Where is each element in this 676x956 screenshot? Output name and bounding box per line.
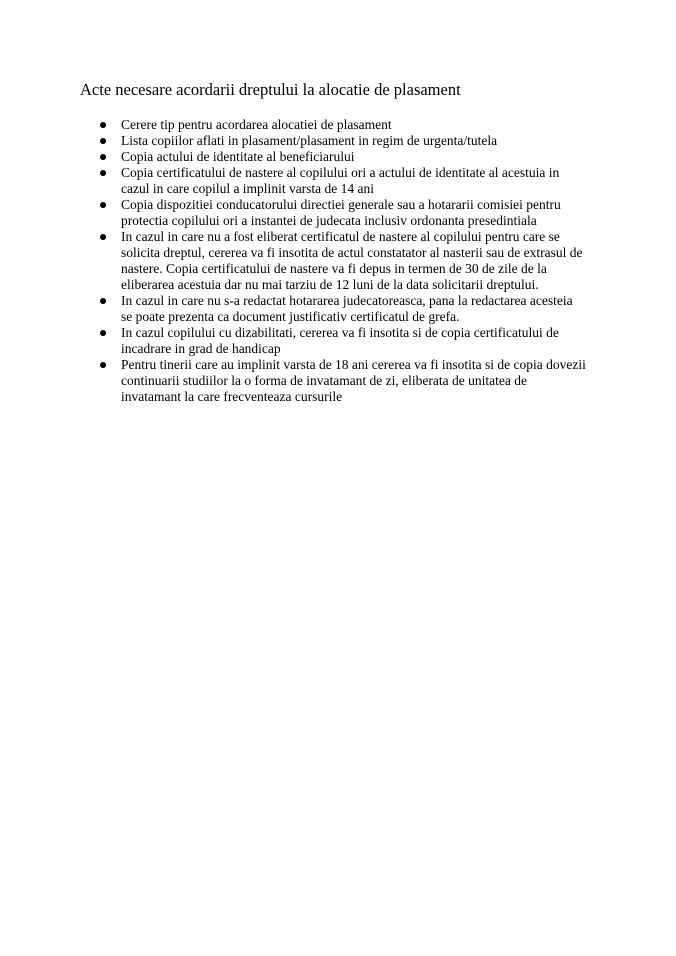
bullet-icon: [100, 330, 106, 336]
list-item: [96, 293, 586, 325]
list-item-text: In cazul copilului cu dizabilitati, cererea va fi insotita si de copia certificatului de incadrare in grad de handicap: [121, 325, 559, 356]
list-item-text: In cazul in care nu a fost eliberat certificatul de nastere al copilului pentru care se solicita dreptul, cererea va fi insotita de actul constatator al nasterii sau de extrasul de nastere. Copia certificatului de nastere va fi depus in termen de 30 de zile de la eliberarea acestuia dar nu mai tarziu de 12 luni de la data solicitarii dreptului.: [121, 229, 583, 292]
list-item-text: In cazul in care nu s-a redactat hotararea judecatoreasca, pana la redactarea acesteia se poate prezenta ca document justificativ certificatul de grefa.: [121, 293, 573, 324]
list-item-text: Lista copiilor aflati in plasament/plasament in regim de urgenta/tutela: [121, 133, 498, 148]
bullet-icon: [100, 202, 106, 208]
list-item: [96, 149, 586, 165]
bullet-icon: [100, 234, 106, 240]
bullet-icon: [100, 154, 106, 160]
list-item-text: Copia certificatului de nastere al copilului ori a actului de identitate al acestuia in cazul in care copilul a implinit varsta de 14 ani: [121, 165, 560, 196]
bullet-icon: [100, 298, 106, 304]
list-item: [96, 197, 586, 229]
list-item: [96, 229, 586, 293]
list-item: [96, 357, 586, 405]
list-item: [96, 117, 586, 133]
bullet-icon: [100, 362, 106, 368]
document-title: Acte necesare acordarii dreptului la alocatie de plasament: [80, 80, 461, 99]
list-item-text: Cerere tip pentru acordarea alocatiei de plasament: [121, 117, 392, 132]
bullet-icon: [100, 122, 106, 128]
bullet-icon: [100, 170, 106, 176]
list-item-text: Copia dispozitiei conducatorului directiei generale sau a hotararii comisiei pentru protectia copilului ori a instantei de judecata inclusiv ordonanta presedintiala: [121, 197, 561, 228]
list-item: [96, 325, 586, 357]
list-item: [96, 165, 586, 197]
list-item-text: Pentru tinerii care au implinit varsta de 18 ani cererea va fi insotita si de copia dovezii continuarii studiilor la o forma de invatamant de zi, eliberata de unitatea de invatamant la care frecventeaza cursurile: [121, 357, 586, 404]
requirements-list: [96, 117, 586, 405]
list-item: [96, 133, 586, 149]
list-item-text: Copia actului de identitate al beneficiarului: [121, 149, 355, 164]
bullet-icon: [100, 138, 106, 144]
